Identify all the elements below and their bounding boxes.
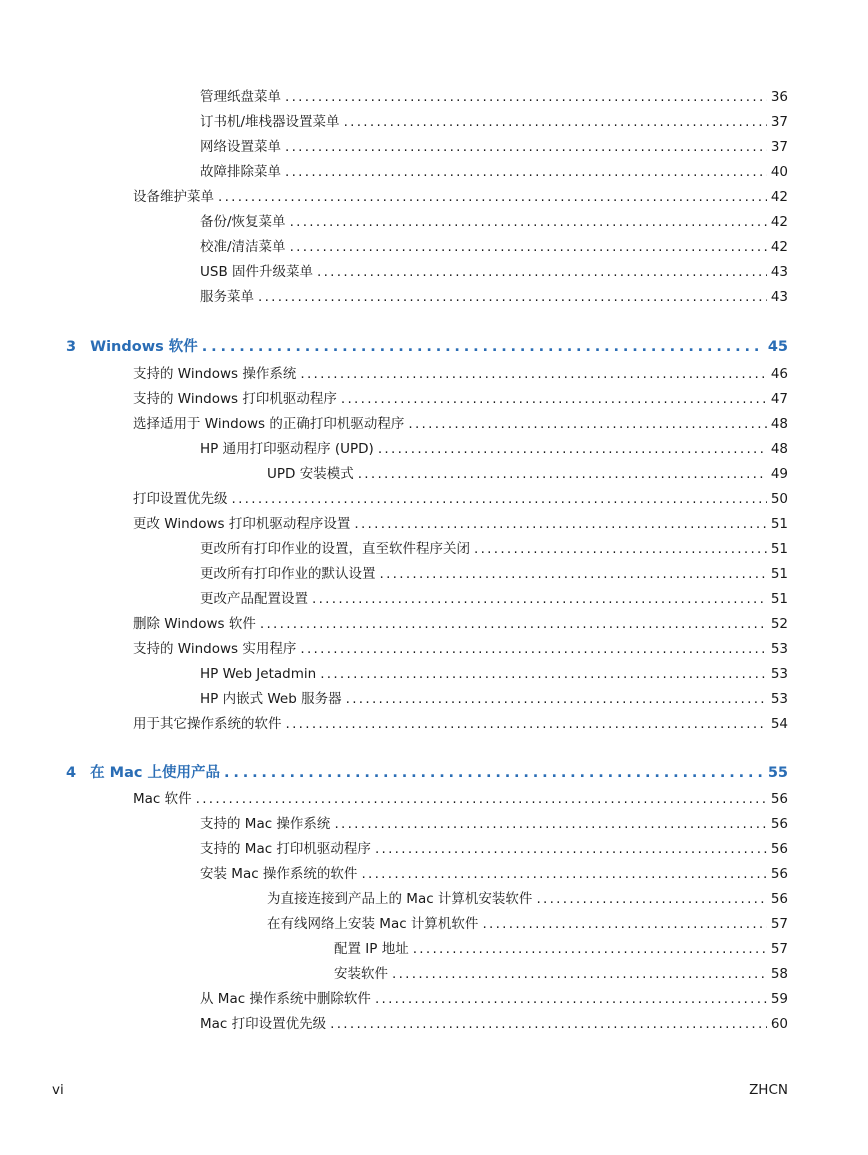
toc-entry-title: 更改所有打印作业的设置，直至软件程序关闭 bbox=[200, 541, 470, 557]
toc-entry-title: USB 固件升级菜单 bbox=[200, 264, 314, 280]
toc-entry[interactable] bbox=[200, 113, 788, 131]
dot-leader bbox=[358, 465, 767, 483]
dot-leader bbox=[300, 365, 766, 383]
dot-leader bbox=[330, 1015, 767, 1033]
toc-page-number: 56 bbox=[770, 866, 788, 882]
dot-leader bbox=[474, 540, 767, 558]
toc-entry-title: Mac 软件 bbox=[133, 791, 192, 807]
toc-page-number: 37 bbox=[770, 139, 788, 155]
toc-entry[interactable] bbox=[334, 940, 788, 958]
toc-entry-title: 在 Mac 上使用产品 bbox=[90, 765, 220, 781]
dot-leader bbox=[202, 338, 764, 356]
toc-page-number: 55 bbox=[767, 765, 788, 781]
toc-entry-title: UPD 安装模式 bbox=[267, 466, 354, 482]
toc-entry-title: 支持的 Windows 操作系统 bbox=[133, 366, 297, 382]
dot-leader bbox=[285, 88, 767, 106]
toc-entry[interactable] bbox=[200, 865, 788, 883]
toc-page-number: 42 bbox=[770, 239, 788, 255]
toc-entry[interactable] bbox=[267, 915, 788, 933]
dot-leader bbox=[258, 288, 767, 306]
toc-entry-title: 设备维护菜单 bbox=[133, 189, 214, 205]
toc-entry[interactable] bbox=[200, 815, 788, 833]
toc-page-number: 54 bbox=[770, 716, 788, 732]
toc-entry[interactable] bbox=[267, 465, 788, 483]
toc-entry[interactable] bbox=[200, 263, 788, 281]
dot-leader bbox=[354, 515, 766, 533]
toc-chapter-entry[interactable] bbox=[66, 764, 788, 782]
toc-entry-title: 支持的 Mac 操作系统 bbox=[200, 816, 331, 832]
dot-leader bbox=[380, 565, 767, 583]
toc-entry-title: 安装 Mac 操作系统的软件 bbox=[200, 866, 358, 882]
dot-leader bbox=[413, 940, 767, 958]
dot-leader bbox=[285, 138, 767, 156]
dot-leader bbox=[392, 965, 767, 983]
toc-page-number: 45 bbox=[767, 339, 788, 355]
toc-page-number: 51 bbox=[770, 591, 788, 607]
toc-entry[interactable] bbox=[133, 640, 788, 658]
toc-entry[interactable] bbox=[133, 365, 788, 383]
dot-leader bbox=[196, 790, 767, 808]
toc-entry-title: 校准/清洁菜单 bbox=[200, 239, 286, 255]
toc-entry[interactable] bbox=[133, 715, 788, 733]
toc-entry-title: 删除 Windows 软件 bbox=[133, 616, 256, 632]
toc-entry-title: 从 Mac 操作系统中删除软件 bbox=[200, 991, 371, 1007]
toc-page-number: 49 bbox=[770, 466, 788, 482]
toc-page-number: 53 bbox=[770, 666, 788, 682]
toc-entry[interactable] bbox=[200, 288, 788, 306]
toc-entry[interactable] bbox=[133, 390, 788, 408]
toc-entry[interactable] bbox=[200, 990, 788, 1008]
toc-entry-title: Windows 软件 bbox=[90, 339, 198, 355]
toc-entry[interactable] bbox=[200, 690, 788, 708]
toc-entry-title: 支持的 Mac 打印机驱动程序 bbox=[200, 841, 371, 857]
dot-leader bbox=[290, 213, 767, 231]
toc-chapter-number: 4 bbox=[66, 765, 77, 781]
toc-entry-title: Mac 打印设置优先级 bbox=[200, 1016, 327, 1032]
toc-entry[interactable] bbox=[200, 88, 788, 106]
toc-page-number: 51 bbox=[770, 541, 788, 557]
toc-page-number: 53 bbox=[770, 641, 788, 657]
toc-chapter-number: 3 bbox=[66, 339, 77, 355]
toc-entry-title: 管理纸盘菜单 bbox=[200, 89, 281, 105]
toc-entry-title: 安装软件 bbox=[334, 966, 388, 982]
toc-entry[interactable] bbox=[200, 590, 788, 608]
toc-chapter-entry[interactable] bbox=[66, 338, 788, 356]
toc-entry-title: 服务菜单 bbox=[200, 289, 254, 305]
dot-leader bbox=[375, 840, 767, 858]
toc-entry[interactable] bbox=[200, 213, 788, 231]
toc-page-number: 58 bbox=[770, 966, 788, 982]
dot-leader bbox=[260, 615, 767, 633]
toc-page-number: 46 bbox=[770, 366, 788, 382]
toc-page-number: 56 bbox=[770, 891, 788, 907]
page-number-footer: vi bbox=[52, 1082, 64, 1098]
dot-leader bbox=[334, 815, 766, 833]
dot-leader bbox=[232, 490, 767, 508]
toc-page-number: 57 bbox=[770, 941, 788, 957]
dot-leader bbox=[312, 590, 767, 608]
toc-entry-title: 网络设置菜单 bbox=[200, 139, 281, 155]
toc-entry-title: 选择适用于 Windows 的正确打印机驱动程序 bbox=[133, 416, 405, 432]
toc-entry-title: 支持的 Windows 实用程序 bbox=[133, 641, 297, 657]
toc-page-number: 56 bbox=[770, 791, 788, 807]
toc-entry-title: 打印设置优先级 bbox=[133, 491, 228, 507]
toc-entry[interactable] bbox=[200, 665, 788, 683]
toc-entry[interactable] bbox=[200, 163, 788, 181]
dot-leader bbox=[346, 690, 767, 708]
toc-entry-title: HP 内嵌式 Web 服务器 bbox=[200, 691, 342, 707]
toc-entry-title: 更改 Windows 打印机驱动程序设置 bbox=[133, 516, 351, 532]
toc-entry-title: 更改产品配置设置 bbox=[200, 591, 308, 607]
dot-leader bbox=[482, 915, 766, 933]
toc-page-number: 48 bbox=[770, 441, 788, 457]
toc-entry-title: 备份/恢复菜单 bbox=[200, 214, 286, 230]
toc-entry[interactable] bbox=[334, 965, 788, 983]
toc-entry[interactable] bbox=[200, 1015, 788, 1033]
dot-leader bbox=[361, 865, 766, 883]
toc-entry[interactable] bbox=[267, 890, 788, 908]
toc-page-number: 37 bbox=[770, 114, 788, 130]
dot-leader bbox=[290, 238, 767, 256]
toc-entry-title: HP 通用打印驱动程序 (UPD) bbox=[200, 441, 374, 457]
dot-leader bbox=[218, 188, 767, 206]
toc-entry[interactable] bbox=[200, 565, 788, 583]
toc-page-number: 52 bbox=[770, 616, 788, 632]
toc-entry[interactable] bbox=[200, 138, 788, 156]
toc-page-number: 56 bbox=[770, 841, 788, 857]
dot-leader bbox=[320, 665, 767, 683]
toc-page-number: 42 bbox=[770, 189, 788, 205]
toc-entry[interactable] bbox=[200, 840, 788, 858]
toc-page-number: 57 bbox=[770, 916, 788, 932]
toc-entry[interactable] bbox=[133, 415, 788, 433]
toc-page-number: 40 bbox=[770, 164, 788, 180]
dot-leader bbox=[344, 113, 767, 131]
toc-page-number: 51 bbox=[770, 566, 788, 582]
toc-entry-title: 为直接连接到产品上的 Mac 计算机安装软件 bbox=[267, 891, 533, 907]
toc-page-number: 47 bbox=[770, 391, 788, 407]
toc-entry-title: 在有线网络上安装 Mac 计算机软件 bbox=[267, 916, 479, 932]
toc-entry[interactable] bbox=[133, 515, 788, 533]
toc-page-number: 59 bbox=[770, 991, 788, 1007]
toc-entry-title: 用于其它操作系统的软件 bbox=[133, 716, 282, 732]
toc-page-number: 43 bbox=[770, 264, 788, 280]
dot-leader bbox=[341, 390, 767, 408]
toc-entry[interactable] bbox=[133, 790, 788, 808]
dot-leader bbox=[285, 163, 767, 181]
toc-entry[interactable] bbox=[133, 188, 788, 206]
dot-leader bbox=[317, 263, 767, 281]
toc-page-number: 48 bbox=[770, 416, 788, 432]
toc-entry[interactable] bbox=[133, 490, 788, 508]
toc-entry-title: HP Web Jetadmin bbox=[200, 666, 317, 682]
toc-page-number: 43 bbox=[770, 289, 788, 305]
toc-entry-title: 配置 IP 地址 bbox=[334, 941, 409, 957]
toc-page-number: 51 bbox=[770, 516, 788, 532]
toc-entry[interactable] bbox=[200, 440, 788, 458]
toc-page-number: 53 bbox=[770, 691, 788, 707]
dot-leader bbox=[286, 715, 767, 733]
toc-entry[interactable] bbox=[133, 615, 788, 633]
toc-entry[interactable] bbox=[200, 540, 788, 558]
dot-leader bbox=[378, 440, 767, 458]
dot-leader bbox=[536, 890, 766, 908]
toc-page-number: 60 bbox=[770, 1016, 788, 1032]
toc-entry-title: 故障排除菜单 bbox=[200, 164, 281, 180]
dot-leader bbox=[300, 640, 766, 658]
toc-page-number: 56 bbox=[770, 816, 788, 832]
toc-entry-title: 订书机/堆栈器设置菜单 bbox=[200, 114, 340, 130]
language-code-footer: ZHCN bbox=[749, 1082, 788, 1098]
toc-entry-title: 支持的 Windows 打印机驱动程序 bbox=[133, 391, 337, 407]
toc-page-number: 50 bbox=[770, 491, 788, 507]
dot-leader bbox=[224, 764, 764, 782]
dot-leader bbox=[375, 990, 767, 1008]
toc-page-number: 42 bbox=[770, 214, 788, 230]
dot-leader bbox=[408, 415, 766, 433]
toc-page-number: 36 bbox=[770, 89, 788, 105]
toc-entry-title: 更改所有打印作业的默认设置 bbox=[200, 566, 376, 582]
toc-entry[interactable] bbox=[200, 238, 788, 256]
